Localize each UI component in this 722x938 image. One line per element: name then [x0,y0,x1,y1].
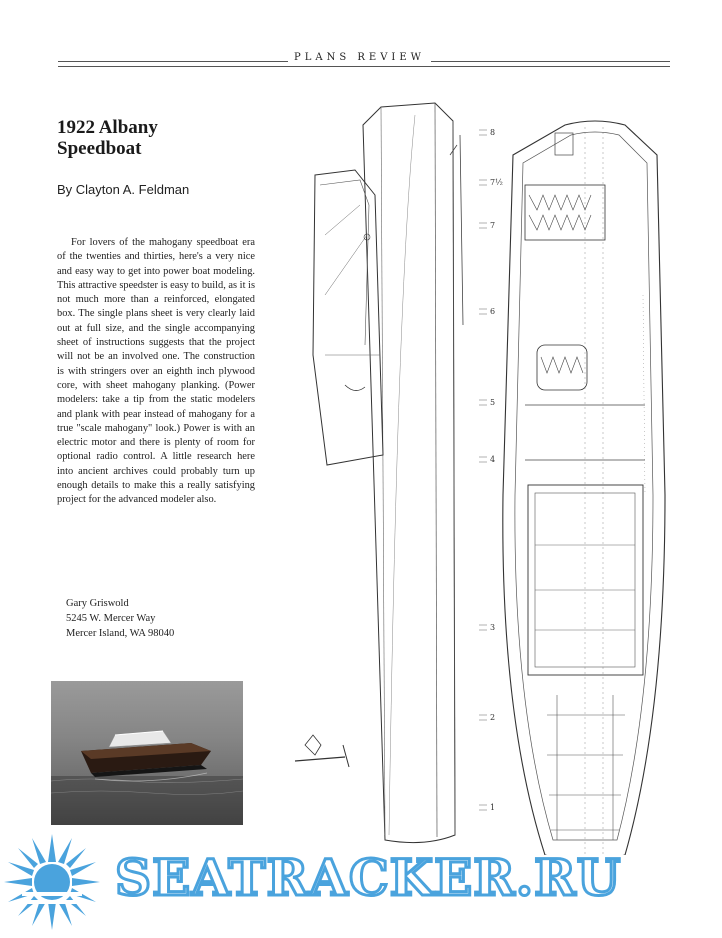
title-line-2: Speedboat [57,138,142,159]
station-label-4: 4 [490,455,496,464]
watermark-text: SEATRACKER.RU [115,848,622,907]
station-label-6: 6 [490,307,496,316]
article-body: For lovers of the mahogany speedboat era of the twenties and thirties, here's a very nice and easy way to get into power boat modeling. This attractive speedster is easy to build, as it is not much more than a reinforced, elongated box. The single plans sheet is very clearly laid out at full size, and the single accompanying sheet of instructions suggests that the project will not be an involved one. The construction is with stringers over an eighth inch plywood core, with sheet mahogany planking. (Power modelers: take a tip from the static modelers and plank with pear instead of mahogany for a true "scale mahogany" look.) Power is with an electric motor and there is plenty of room for optional radio control. A little research here into ancient archives could probably turn up enough details to make this a really satisfying project for the advanced modeler also. [57,237,255,506]
station-label-7-5: 7½ [490,178,503,187]
article-title [57,117,277,159]
station-labels [490,128,503,812]
side-profile [295,103,463,843]
station-label-3: 3 [490,623,496,632]
station-label-1: 1 [490,803,496,812]
byline: By Clayton A. Feldman [57,182,190,197]
sun-logo-icon [2,832,102,932]
station-label-7: 7 [490,221,496,230]
boat-plans-drawing [285,95,705,855]
station-label-5: 5 [490,398,496,407]
title-line-1: 1922 Albany [57,117,158,138]
address-street: 5245 W. Mercer Way [66,613,156,624]
station-label-2: 2 [490,713,496,722]
boat-photo [51,681,243,825]
address-city: Mercer Island, WA 98040 [66,628,175,639]
top-plan-view [503,121,665,855]
address-block [66,596,174,641]
station-label-8: 8 [490,128,496,137]
boat-photo-image [51,681,243,825]
section-label: PLANS REVIEW [288,52,431,63]
station-marks [479,130,487,810]
address-name: Gary Griswold [66,598,129,609]
